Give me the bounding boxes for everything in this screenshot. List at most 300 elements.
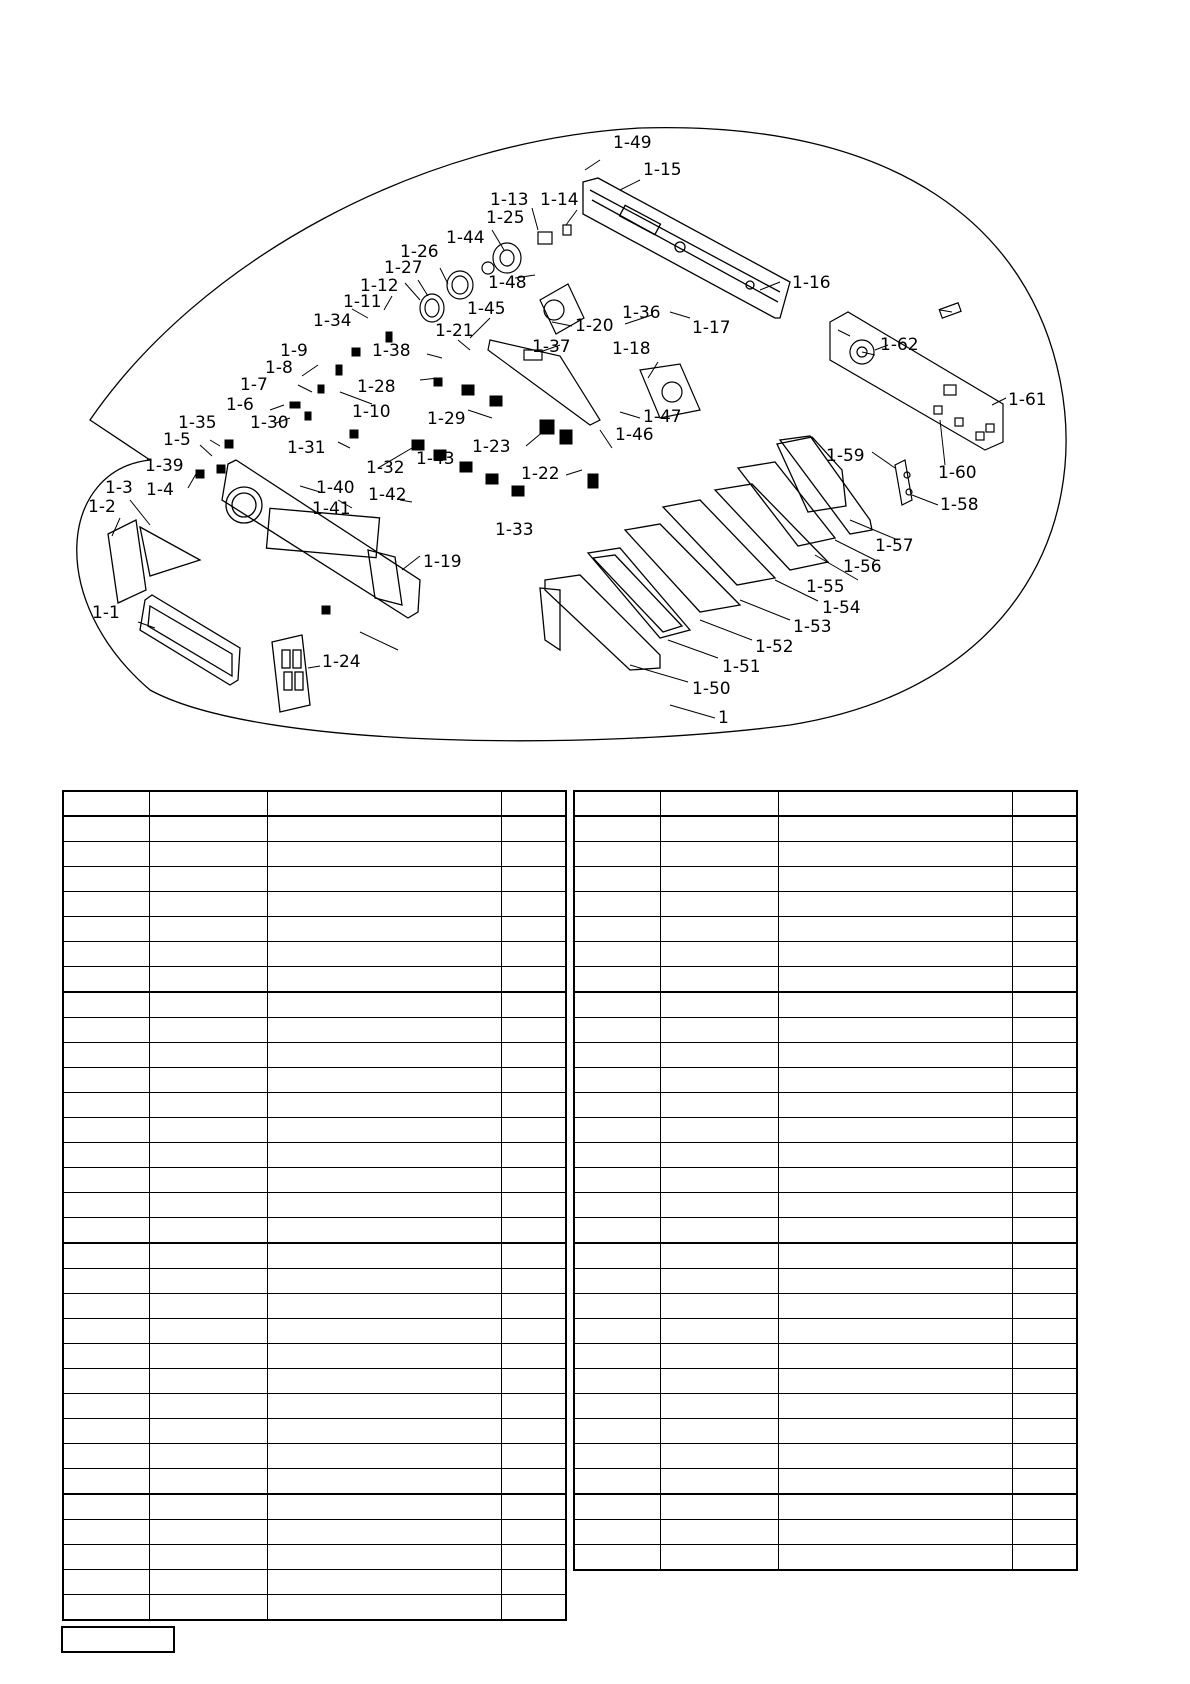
table-row [63, 1570, 566, 1595]
callout-label: 1-58 [940, 495, 979, 515]
table-cell [778, 942, 1012, 967]
table-cell [1012, 1294, 1077, 1319]
header-cell [778, 791, 1012, 816]
table-cell [778, 967, 1012, 993]
callout-label: 1-47 [643, 407, 682, 427]
table-cell [778, 842, 1012, 867]
remote-control [272, 635, 310, 712]
table-cell [63, 942, 149, 967]
callout-label: 1-40 [316, 478, 355, 498]
table-cell [660, 1419, 778, 1444]
table-row [63, 1394, 566, 1419]
table-cell [778, 1068, 1012, 1093]
table-cell [267, 967, 501, 993]
table-row [574, 1243, 1077, 1269]
table-cell [63, 1369, 149, 1394]
table-cell [267, 1243, 501, 1269]
table-cell [660, 1369, 778, 1394]
callout-label: 1-29 [427, 409, 466, 429]
table-row [574, 842, 1077, 867]
callout-label: 1-11 [343, 292, 382, 312]
table-cell [501, 1394, 566, 1419]
callout-label: 1-60 [938, 463, 977, 483]
table-cell [778, 1193, 1012, 1218]
table-row [63, 1143, 566, 1168]
table-cell [267, 1168, 501, 1193]
callout-label: 1-46 [615, 425, 654, 445]
table-cell [267, 1319, 501, 1344]
table-cell [267, 1344, 501, 1369]
table-cell [267, 1419, 501, 1444]
table-cell [1012, 842, 1077, 867]
table-row [574, 1494, 1077, 1520]
table-cell [501, 1469, 566, 1495]
table-cell [63, 1494, 149, 1520]
table-cell [63, 1294, 149, 1319]
table-cell [267, 892, 501, 917]
table-cell [267, 816, 501, 842]
header-cell [1012, 791, 1077, 816]
table-cell [1012, 1419, 1077, 1444]
table-cell [778, 1118, 1012, 1143]
table-row [574, 1093, 1077, 1118]
table-cell [660, 1243, 778, 1269]
table-cell [574, 1494, 660, 1520]
table-cell [1012, 1168, 1077, 1193]
table-cell [574, 1018, 660, 1043]
table-row [574, 1168, 1077, 1193]
table-cell [63, 1319, 149, 1344]
header-cell [267, 791, 501, 816]
table-cell [660, 1093, 778, 1118]
table-row [574, 1469, 1077, 1495]
callout-label: 1-36 [622, 303, 661, 323]
callout-label: 1-27 [384, 258, 423, 278]
table-cell [501, 1243, 566, 1269]
table-row [574, 1394, 1077, 1419]
header-cell [574, 791, 660, 816]
table-cell [63, 1068, 149, 1093]
table-cell [574, 1294, 660, 1319]
table-row [574, 1545, 1077, 1571]
callout-label: 1-2 [88, 497, 116, 517]
table-row [63, 1243, 566, 1269]
callout-label: 1-18 [612, 339, 651, 359]
callout-label: 1-17 [692, 318, 731, 338]
callout-label: 1-7 [240, 375, 268, 395]
table-cell [501, 1168, 566, 1193]
table-cell [660, 892, 778, 917]
main-pcb [830, 303, 1003, 450]
table-row [63, 1469, 566, 1495]
table-row [574, 1143, 1077, 1168]
table-cell [149, 1545, 267, 1570]
table-cell [149, 1043, 267, 1068]
parts-table-left [62, 790, 567, 1621]
table-cell [660, 842, 778, 867]
callout-label: 1-35 [178, 413, 217, 433]
table-cell [149, 942, 267, 967]
callout-label: 1-55 [806, 577, 845, 597]
table-cell [63, 842, 149, 867]
table-cell [660, 992, 778, 1018]
table-cell [149, 1444, 267, 1469]
table-cell [149, 842, 267, 867]
table-cell [660, 942, 778, 967]
table-row [574, 917, 1077, 942]
table-cell [267, 1193, 501, 1218]
table-cell [660, 1469, 778, 1495]
table-cell [778, 1043, 1012, 1068]
table-cell [660, 1444, 778, 1469]
table-cell [267, 1570, 501, 1595]
table-cell [1012, 1394, 1077, 1419]
table-row [63, 1068, 566, 1093]
table-cell [267, 992, 501, 1018]
table-cell [778, 1545, 1012, 1571]
header-cell [660, 791, 778, 816]
table-cell [574, 1394, 660, 1419]
table-cell [149, 1419, 267, 1444]
callout-label: 1-38 [372, 341, 411, 361]
table-cell [501, 867, 566, 892]
table-row [63, 917, 566, 942]
table-row [63, 1444, 566, 1469]
table-cell [63, 1444, 149, 1469]
table-cell [63, 1093, 149, 1118]
table-cell [501, 1143, 566, 1168]
table-cell [574, 1168, 660, 1193]
table-cell [267, 1294, 501, 1319]
table-cell [63, 1545, 149, 1570]
table-cell [501, 1369, 566, 1394]
table-cell [149, 1193, 267, 1218]
table-cell [574, 1269, 660, 1294]
table-header-row [63, 791, 566, 816]
callout-label: 1-12 [360, 276, 399, 296]
table-cell [63, 816, 149, 842]
table-cell [267, 1018, 501, 1043]
table-cell [501, 967, 566, 993]
table-row [574, 1018, 1077, 1043]
table-row [574, 892, 1077, 917]
table-cell [501, 1595, 566, 1621]
table-row [63, 1294, 566, 1319]
table-cell [574, 1118, 660, 1143]
table-row [574, 992, 1077, 1018]
table-cell [149, 1520, 267, 1545]
table-cell [63, 1243, 149, 1269]
table-row [63, 1118, 566, 1143]
table-cell [778, 1444, 1012, 1469]
table-row [574, 1193, 1077, 1218]
table-cell [1012, 867, 1077, 892]
table-cell [149, 816, 267, 842]
table-cell [149, 867, 267, 892]
table-cell [63, 1168, 149, 1193]
table-cell [574, 992, 660, 1018]
callout-label: 1-5 [163, 430, 191, 450]
table-row [63, 816, 566, 842]
table-cell [267, 1369, 501, 1394]
table-cell [574, 1319, 660, 1344]
table-cell [63, 992, 149, 1018]
table-row [63, 1369, 566, 1394]
table-cell [574, 1344, 660, 1369]
table-cell [267, 867, 501, 892]
table-row [63, 1344, 566, 1369]
table-cell [660, 1193, 778, 1218]
callout-label: 1-45 [467, 299, 506, 319]
table-row [63, 867, 566, 892]
table-cell [149, 1243, 267, 1269]
callout-label: 1-30 [250, 413, 289, 433]
table-cell [501, 1043, 566, 1068]
table-cell [501, 1294, 566, 1319]
table-row [574, 816, 1077, 842]
callout-label: 1-50 [692, 679, 731, 699]
table-cell [574, 1143, 660, 1168]
table-row [63, 842, 566, 867]
table-cell [63, 1143, 149, 1168]
callout-label: 1-6 [226, 395, 254, 415]
callout-label: 1-3 [105, 478, 133, 498]
callout-label: 1-20 [575, 316, 614, 336]
table-cell [149, 967, 267, 993]
table-cell [63, 892, 149, 917]
table-cell [574, 1043, 660, 1068]
table-cell [778, 1243, 1012, 1269]
table-cell [149, 1469, 267, 1495]
table-cell [660, 1143, 778, 1168]
table-cell [660, 816, 778, 842]
table-cell [63, 1394, 149, 1419]
table-row [63, 1319, 566, 1344]
table-cell [1012, 816, 1077, 842]
table-cell [574, 1469, 660, 1495]
table-cell [1012, 1143, 1077, 1168]
table-cell [778, 1269, 1012, 1294]
callout-label: 1-59 [826, 446, 865, 466]
table-cell [660, 967, 778, 993]
header-cell [63, 791, 149, 816]
table-cell [501, 1093, 566, 1118]
table-cell [778, 1319, 1012, 1344]
table-cell [149, 1494, 267, 1520]
table-cell [778, 917, 1012, 942]
table-cell [1012, 1344, 1077, 1369]
callout-label: 1-41 [312, 499, 351, 519]
table-cell [660, 1218, 778, 1244]
table-cell [660, 1394, 778, 1419]
table-row [63, 1218, 566, 1244]
table-row [63, 1193, 566, 1218]
table-cell [1012, 1118, 1077, 1143]
callout-label: 1-19 [423, 552, 462, 572]
table-cell [501, 1570, 566, 1595]
table-cell [574, 1218, 660, 1244]
table-cell [501, 1520, 566, 1545]
table-cell [267, 1545, 501, 1570]
table-cell [63, 1570, 149, 1595]
callout-label: 1-28 [357, 377, 396, 397]
callout-label: 1-49 [613, 133, 652, 153]
table-cell [574, 942, 660, 967]
table-cell [501, 1344, 566, 1369]
table-row [574, 1344, 1077, 1369]
table-cell [63, 1118, 149, 1143]
table-cell [501, 942, 566, 967]
front-bezel [108, 520, 240, 685]
table-cell [501, 917, 566, 942]
callout-label: 1-24 [322, 652, 361, 672]
table-cell [501, 1319, 566, 1344]
callout-label: 1-8 [265, 358, 293, 378]
table-cell [501, 1419, 566, 1444]
table-row [574, 1068, 1077, 1093]
table-cell [660, 917, 778, 942]
table-cell [149, 1595, 267, 1621]
table-cell [574, 816, 660, 842]
table-cell [660, 1118, 778, 1143]
table-cell [778, 1520, 1012, 1545]
callout-label: 1-9 [280, 341, 308, 361]
callout-label: 1 [718, 708, 729, 728]
header-cell [149, 791, 267, 816]
parts-table-right [573, 790, 1078, 1571]
callout-label: 1-13 [490, 190, 529, 210]
table-cell [778, 992, 1012, 1018]
table-cell [149, 1344, 267, 1369]
table-row [63, 1043, 566, 1068]
table-row [63, 1520, 566, 1545]
callout-label: 1-52 [755, 637, 794, 657]
table-cell [1012, 1444, 1077, 1469]
table-cell [574, 1193, 660, 1218]
table-row [63, 1419, 566, 1444]
table-cell [501, 1118, 566, 1143]
table-cell [267, 1494, 501, 1520]
table-cell [1012, 1369, 1077, 1394]
callout-label: 1-14 [540, 190, 579, 210]
table-cell [1012, 1494, 1077, 1520]
table-cell [149, 1143, 267, 1168]
callout-label: 1-51 [722, 657, 761, 677]
table-row [574, 942, 1077, 967]
table-cell [1012, 1093, 1077, 1118]
table-cell [501, 816, 566, 842]
table-cell [267, 1469, 501, 1495]
table-cell [501, 892, 566, 917]
table-row [63, 1168, 566, 1193]
table-cell [1012, 967, 1077, 993]
table-cell [1012, 1545, 1077, 1571]
table-cell [1012, 1269, 1077, 1294]
table-cell [1012, 1469, 1077, 1495]
callout-label: 1-62 [880, 335, 919, 355]
callout-label: 1-37 [532, 337, 571, 357]
callout-label: 1-23 [472, 437, 511, 457]
callout-label: 1-16 [792, 273, 831, 293]
table-cell [267, 942, 501, 967]
table-cell [574, 892, 660, 917]
table-cell [660, 1545, 778, 1571]
table-cell [1012, 1068, 1077, 1093]
table-cell [63, 1419, 149, 1444]
callout-label: 1-44 [446, 228, 485, 248]
table-cell [574, 917, 660, 942]
table-cell [660, 1018, 778, 1043]
table-row [574, 1269, 1077, 1294]
table-cell [267, 1118, 501, 1143]
table-cell [778, 1419, 1012, 1444]
callout-label: 1-25 [486, 208, 525, 228]
table-cell [149, 1168, 267, 1193]
table-cell [660, 1520, 778, 1545]
callout-label: 1-48 [488, 273, 527, 293]
callout-label: 1-22 [521, 464, 560, 484]
callout-label: 1-15 [643, 160, 682, 180]
table-cell [778, 1168, 1012, 1193]
table-cell [778, 1093, 1012, 1118]
table-row [63, 967, 566, 993]
table-cell [574, 867, 660, 892]
table-cell [778, 1469, 1012, 1495]
callout-label: 1-10 [352, 402, 391, 422]
table-cell [501, 1068, 566, 1093]
table-cell [574, 1520, 660, 1545]
table-row [574, 1218, 1077, 1244]
table-cell [149, 1394, 267, 1419]
table-cell [267, 1143, 501, 1168]
table-row [574, 1444, 1077, 1469]
table-cell [660, 1068, 778, 1093]
table-cell [778, 1294, 1012, 1319]
table-cell [574, 967, 660, 993]
table-cell [1012, 1043, 1077, 1068]
table-cell [501, 1494, 566, 1520]
callout-label: 1-54 [822, 598, 861, 618]
table-cell [149, 917, 267, 942]
table-cell [63, 1193, 149, 1218]
table-cell [501, 842, 566, 867]
table-row [574, 1319, 1077, 1344]
table-cell [63, 867, 149, 892]
table-cell [1012, 1243, 1077, 1269]
table-row [63, 992, 566, 1018]
table-cell [778, 1018, 1012, 1043]
table-cell [149, 1269, 267, 1294]
table-cell [660, 1294, 778, 1319]
table-row [63, 1494, 566, 1520]
table-cell [267, 1068, 501, 1093]
table-cell [149, 1294, 267, 1319]
table-row [574, 1118, 1077, 1143]
table-cell [149, 1018, 267, 1043]
table-cell [501, 1444, 566, 1469]
callout-label: 1-42 [368, 485, 407, 505]
table-cell [574, 1419, 660, 1444]
table-cell [1012, 942, 1077, 967]
table-cell [574, 1444, 660, 1469]
callout-label: 1-33 [495, 520, 534, 540]
table-cell [149, 1369, 267, 1394]
table-row [574, 1043, 1077, 1068]
table-cell [660, 1043, 778, 1068]
table-cell [1012, 1218, 1077, 1244]
table-cell [149, 1093, 267, 1118]
table-row [63, 1595, 566, 1621]
